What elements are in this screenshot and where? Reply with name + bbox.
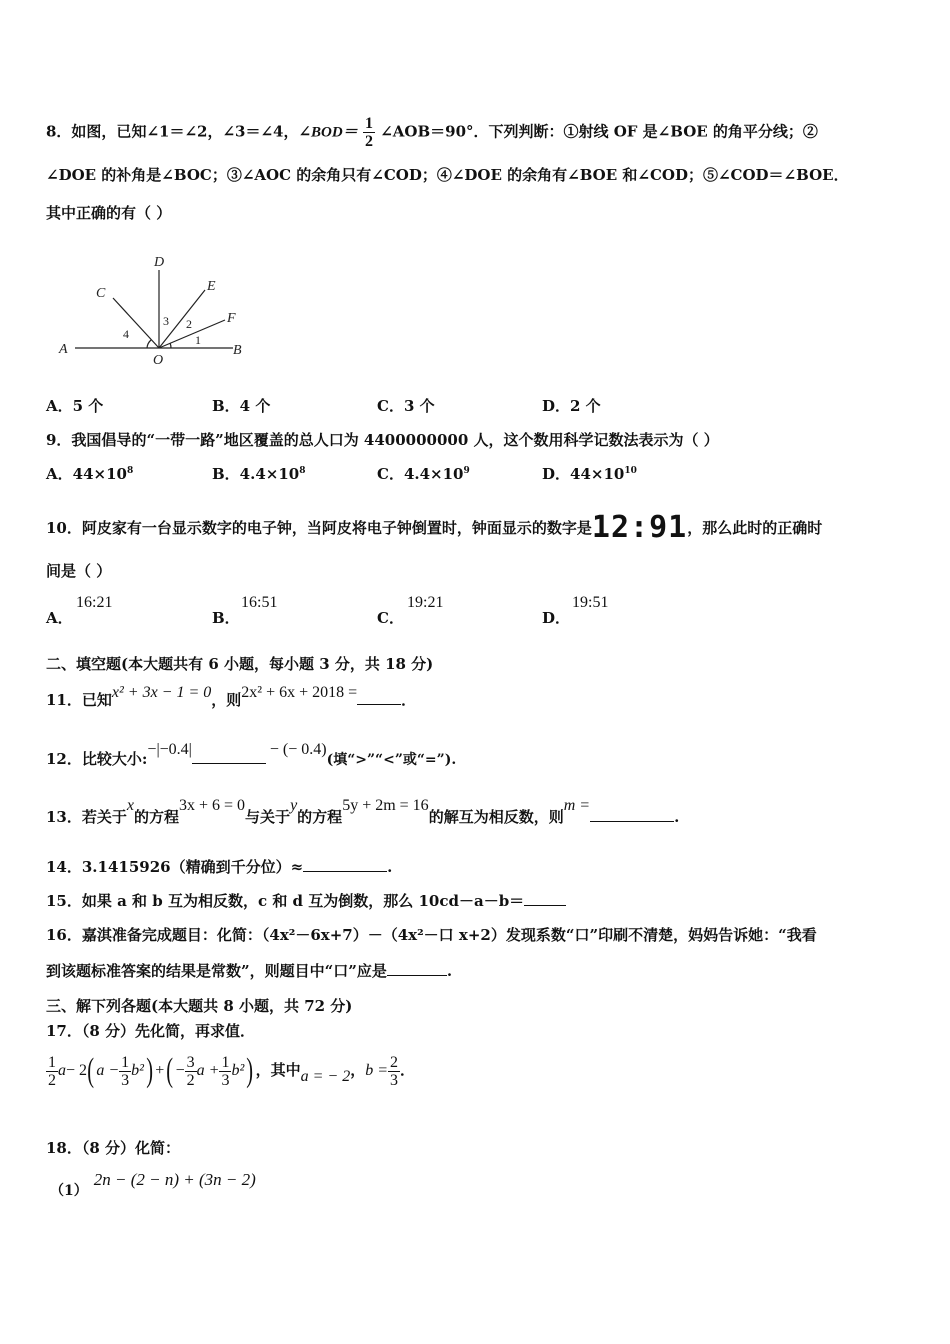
clock-display: 12:91 — [591, 510, 688, 545]
q9-option-b: B．$4.4\times 10^8$ — [212, 465, 306, 483]
q8-line3: 其中正确的有（ ） — [46, 204, 172, 222]
angle-1: 1 — [195, 333, 201, 347]
q8-figure — [55, 250, 280, 370]
section-3-heading: 三、解下列各题(本大题共 8 小题，共 72 分) — [46, 997, 353, 1015]
q10-value-c: 19:21 — [407, 594, 444, 611]
q8-option-d: D．2 个 — [542, 397, 601, 415]
label-o: O — [153, 353, 164, 368]
q8-fraction: $\frac{1}{2}$ — [364, 115, 373, 150]
angle-2: 2 — [186, 317, 192, 331]
q8-line1: 8．如图，已知∠1＝∠2，∠3＝∠4，∠BOD＝ $\frac{1}{2}$ ∠AOB＝90°．下列判断：①射线 OF 是∠BOE 的角平分线；② — [46, 115, 818, 150]
label-d: D — [154, 255, 165, 270]
q13: 13．若关于x的方程3x + 6 = 0与关于y的方程5y + 2m = 16的解互为相反数，则m =. — [46, 797, 680, 826]
q11: 11．已知x² + 3x − 1 = 0，则2x² + 6x + 2018 = ． — [46, 684, 417, 709]
q10-line1: 10．阿皮家有一台显示数字的电子钟，当阿皮将电子钟倒置时，钟面显示的数字是12:91，那么此时的正确时 — [46, 510, 823, 545]
label-a: A — [59, 342, 68, 357]
q17-expression: $\frac{1}{2}$ a− 2( a − $\frac{1}{3}$ b²) +( − $\frac{3}{2}$ a + $\frac{1}{3}$ b²) ，其中a = − 2，b = $\frac{2}{3}$ ． — [48, 1052, 416, 1089]
label-c: C — [96, 286, 106, 301]
q16-line1: 16．嘉淇准备完成题目：化简：（4x²－6x+7）－（4x²－口 x+2）发现系数“口”印刷不清楚，妈妈告诉她：“我看 — [46, 926, 817, 944]
q18-text: 18．（8 分）化简： — [46, 1139, 181, 1157]
q10-line2: 间是（ ） — [46, 562, 112, 580]
q10-value-a: 16:21 — [76, 594, 113, 611]
q8-line2: ∠DOE 的补角是∠BOC；③∠AOC 的余角只有∠COD；④∠DOE 的余角有∠BOE 和∠COD；⑤∠COD＝∠BOE． — [46, 166, 849, 184]
angle-3: 3 — [163, 314, 169, 328]
q8-option-c: C．3 个 — [377, 397, 435, 415]
q14: 14．3.1415926（精确到千分位）≈ . — [46, 858, 393, 876]
q16-line2: 到该题标准答案的结果是常数”，则题目中“口”应是 . — [46, 962, 453, 980]
q9-option-d: D．$44\times 10^{10}$ — [542, 465, 637, 483]
q9-option-c: C．$4.4\times 10^9$ — [377, 465, 470, 483]
q9-text: 9．我国倡导的“一带一路”地区覆盖的总人口为 4400000000 人，这个数用科学记数法表示为（ ） — [46, 431, 719, 449]
section-2-heading: 二、填空题(本大题共有 6 小题，每小题 3 分，共 18 分) — [46, 655, 434, 673]
ray-oc — [113, 298, 159, 348]
q9-option-a: A．$44\times 10^8$ — [46, 465, 134, 483]
q8-option-b: B．4 个 — [212, 397, 271, 415]
angle-4: 4 — [123, 327, 129, 341]
q10-options: A． 16:21 B． 16:51 C． 19:21 D． 19:51 — [46, 594, 609, 627]
q18-sub1: （1）2n − (2 − n) + (3n − 2) — [50, 1170, 256, 1199]
label-b: B — [233, 343, 242, 358]
q17-text: 17．（8 分）先化简，再求值． — [46, 1022, 256, 1040]
q12: 12．比较大小:−|−0.4| − (− 0.4)(填“>”“<”或“=”). — [46, 741, 457, 768]
label-e: E — [207, 279, 216, 294]
label-f: F — [227, 311, 236, 326]
q8-option-a: A．5 个 — [46, 397, 104, 415]
q15: 15．如果 a 和 b 互为相反数，c 和 d 互为倒数，那么 10cd－a－b＝ — [46, 890, 566, 911]
q10-value-d: 19:51 — [572, 594, 609, 611]
q10-value-b: 16:51 — [241, 594, 278, 611]
